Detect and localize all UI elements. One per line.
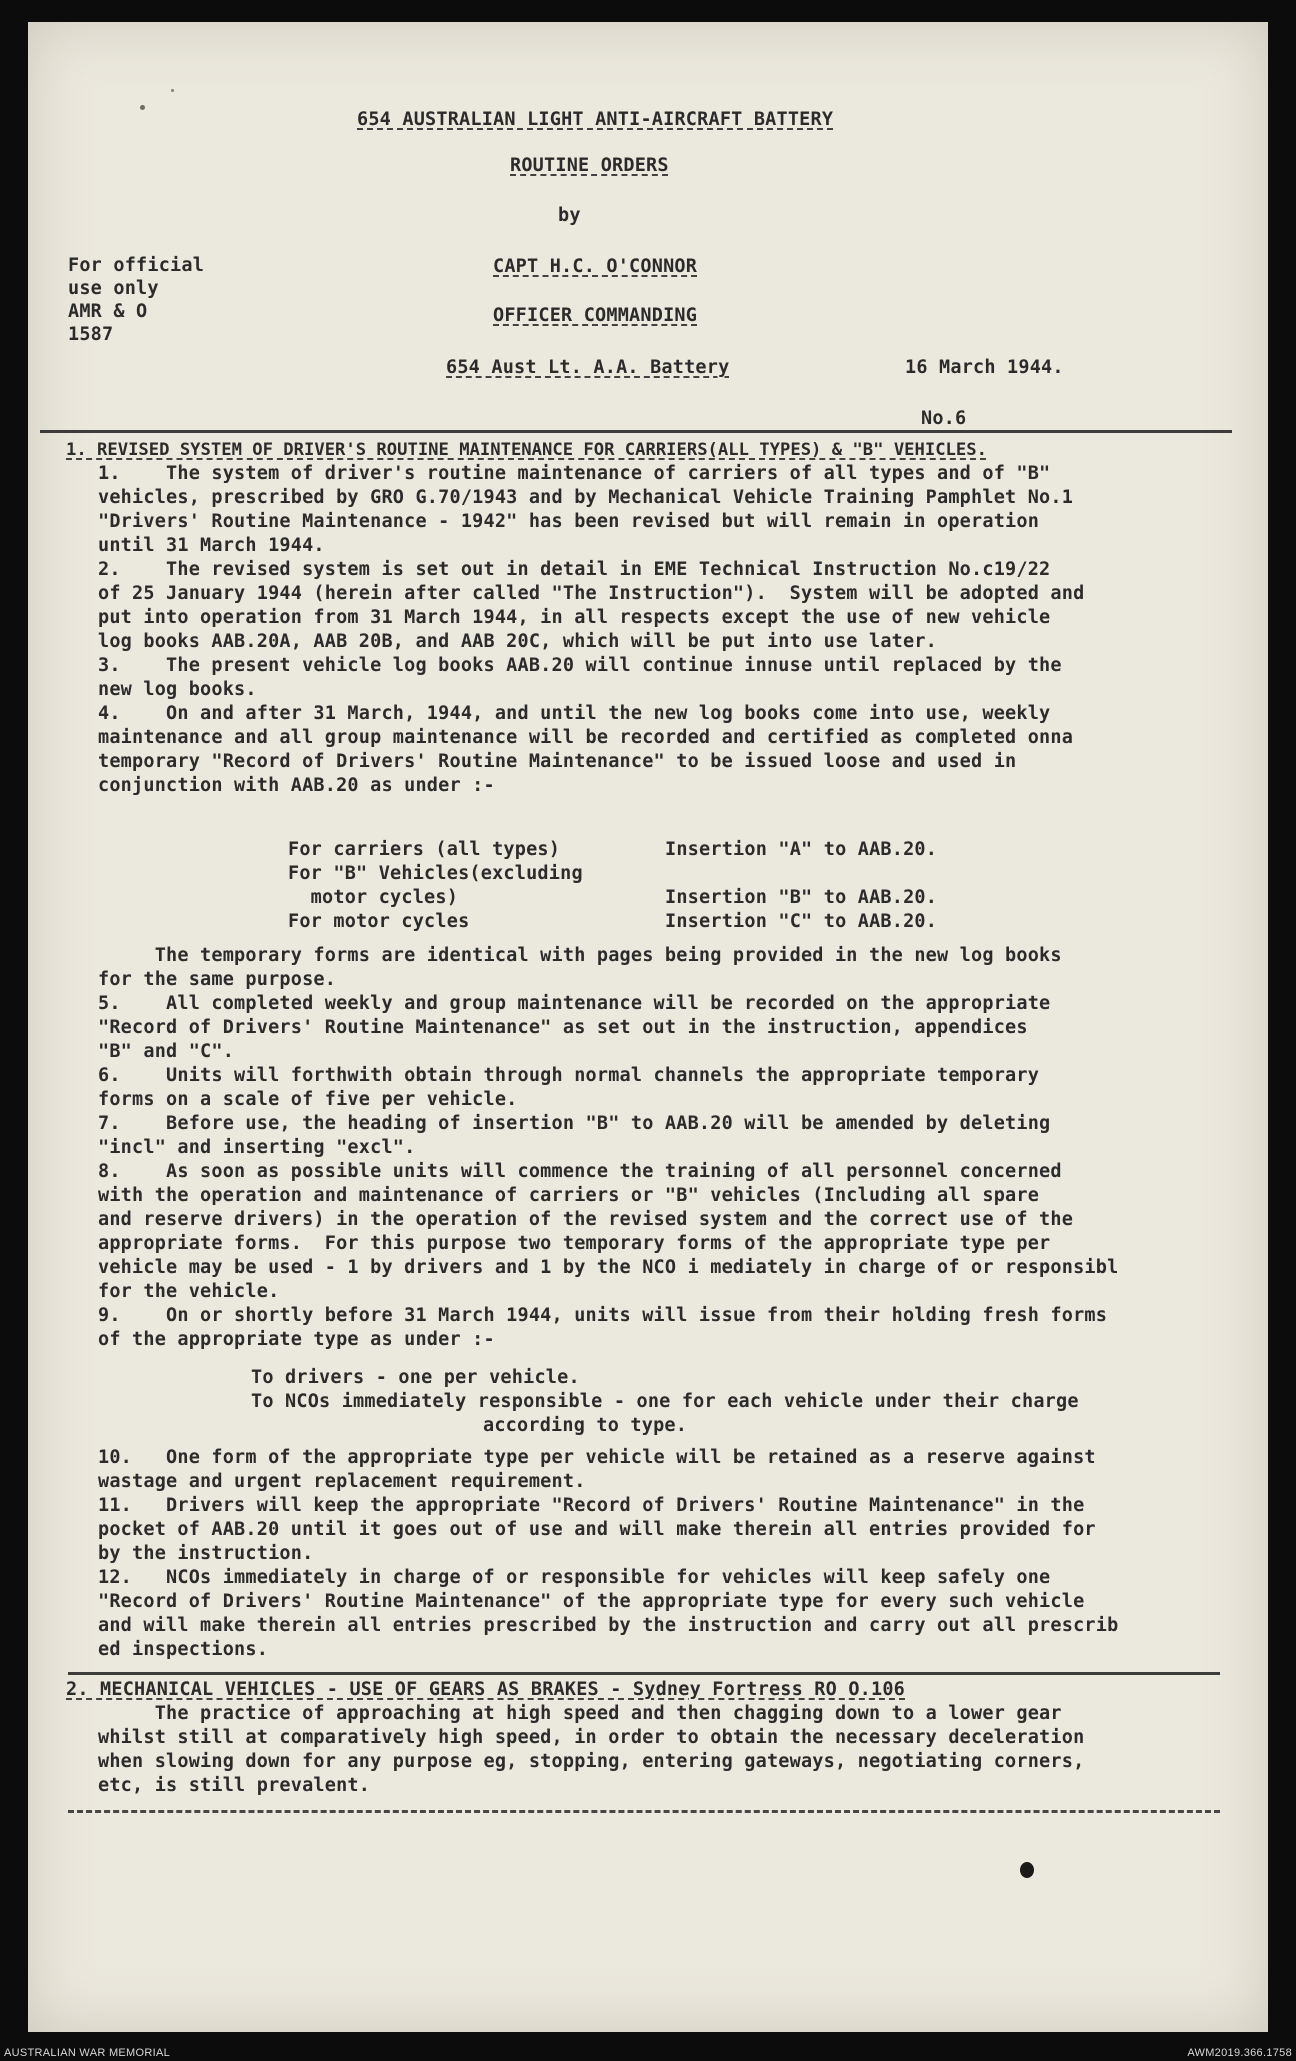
text-line: The practice of approaching at high speed and then chagging down to a lower gear — [98, 1703, 1062, 1724]
closing-rule — [68, 1810, 1220, 1813]
text-line: ed inspections. — [98, 1639, 269, 1660]
footer-right-id: AWM2019.366.1758 — [1187, 2047, 1292, 2059]
text-line: by the instruction. — [98, 1543, 314, 1564]
text-line: 1. The system of driver's routine maintenance of carriers of all types and of "B" — [98, 463, 1051, 484]
text-line: when slowing down for any purpose eg, stopping, entering gateways, negotiating corners, — [98, 1751, 1085, 1772]
text-line: 11. Drivers will keep the appropriate "Record of Drivers' Routine Maintenance" in the — [98, 1495, 1085, 1516]
text-line: and will make therein all entries prescribed by the instruction and carry out all prescrib — [98, 1615, 1119, 1636]
text-line: 2. The revised system is set out in detail in EME Technical Instruction No.c19/22 — [98, 559, 1051, 580]
text-line: with the operation and maintenance of carriers or "B" vehicles (Including all spare — [98, 1185, 1040, 1206]
text-line: "B" and "C". — [98, 1041, 235, 1062]
text-line: forms on a scale of five per vehicle. — [98, 1089, 518, 1110]
text-line: etc, is still prevalent. — [98, 1775, 371, 1796]
section-2-title: 2. MECHANICAL VEHICLES - USE OF GEARS AS BRAKES - Sydney Fortress RO O.106 — [66, 1679, 906, 1700]
header-rule — [40, 430, 1232, 433]
section-1-paragraphs-continued — [98, 944, 1118, 1352]
ink-spot — [1020, 1862, 1034, 1878]
text-line: 4. On and after 31 March, 1944, and until the new log books come into use, weekly — [98, 703, 1051, 724]
table-row-3-right: Insertion "B" to AAB.20. — [665, 887, 938, 908]
text-line: 7. Before use, the heading of insertion "B" to AAB.20 will be amended by deleting — [98, 1113, 1051, 1134]
table-row-3-left: motor cycles) — [288, 887, 459, 908]
text-line: conjunction with AAB.20 as under :- — [98, 775, 495, 796]
official-use-line-3: AMR & O — [68, 301, 148, 322]
text-line: wastage and urgent replacement requirement. — [98, 1471, 586, 1492]
text-line: 6. Units will forthwith obtain through normal channels the appropriate temporary — [98, 1065, 1040, 1086]
order-number: No.6 — [921, 408, 967, 429]
text-line: 10. One form of the appropriate type per vehicle will be retained as a reserve against — [98, 1447, 1096, 1468]
text-line: whilst still at comparatively high speed, in order to obtain the necessary deceleration — [98, 1727, 1085, 1748]
text-line: "Record of Drivers' Routine Maintenance" of the appropriate type for every such vehicle — [98, 1591, 1085, 1612]
text-line: of 25 January 1944 (herein after called "The Instruction"). System will be adopted and — [98, 583, 1085, 604]
text-line: temporary "Record of Drivers' Routine Maintenance" to be issued loose and used in — [98, 751, 1017, 772]
document-type-heading: ROUTINE ORDERS — [510, 155, 669, 176]
text-line: and reserve drivers) in the operation of the revised system and the correct use of the — [98, 1209, 1074, 1230]
text-line: of the appropriate type as under :- — [98, 1329, 495, 1350]
text-line: pocket of AAB.20 until it goes out of use and will make therein all entries provided for — [98, 1519, 1096, 1540]
text-line: log books AAB.20A, AAB 20B, and AAB 20C, which will be put into use later. — [98, 631, 938, 652]
by-line: by — [558, 205, 581, 226]
unit-title: 654 AUSTRALIAN LIGHT ANTI-AIRCRAFT BATTERY — [357, 109, 834, 130]
text-line: put into operation from 31 March 1944, in all respects except the use of new vehicle — [98, 607, 1051, 628]
text-line: until 31 March 1944. — [98, 535, 325, 556]
text-line: "Drivers' Routine Maintenance - 1942" has been revised but will remain in operation — [98, 511, 1040, 532]
text-line: maintenance and all group maintenance will be recorded and certified as completed onna — [98, 727, 1074, 748]
table-row-4-right: Insertion "C" to AAB.20. — [665, 911, 938, 932]
text-line: 3. The present vehicle log books AAB.20 will continue innuse until replaced by the — [98, 655, 1062, 676]
section-2-rule — [68, 1672, 1220, 1675]
issue-line-1: To drivers - one per vehicle. — [251, 1367, 580, 1388]
section-1-title: 1. REVISED SYSTEM OF DRIVER'S ROUTINE MAINTENANCE FOR CARRIERS(ALL TYPES) & "B" VEHICLES. — [66, 440, 987, 460]
table-row-1-right: Insertion "A" to AAB.20. — [665, 839, 938, 860]
official-use-line-2: use only — [68, 278, 159, 299]
official-use-line-1: For official — [68, 255, 205, 276]
official-use-line-4: 1587 — [68, 324, 114, 345]
text-line: vehicles, prescribed by GRO G.70/1943 and by Mechanical Vehicle Training Pamphlet No.1 — [98, 487, 1074, 508]
text-line: "incl" and inserting "excl". — [98, 1137, 416, 1158]
ink-speck-2 — [171, 89, 174, 92]
section-1-paragraphs-final — [98, 1446, 1118, 1662]
text-line: vehicle may be used - 1 by drivers and 1 by the NCO i mediately in charge of or responsibl — [98, 1257, 1119, 1278]
text-line: 9. On or shortly before 31 March 1944, units will issue from their holding fresh forms — [98, 1305, 1108, 1326]
text-line: for the same purpose. — [98, 969, 337, 990]
battery-name: 654 Aust Lt. A.A. Battery — [446, 357, 730, 378]
officer-name: CAPT H.C. O'CONNOR — [493, 256, 698, 277]
ink-speck — [140, 105, 145, 110]
document-page — [28, 22, 1268, 2032]
text-line: 8. As soon as possible units will commence the training of all personnel concerned — [98, 1161, 1062, 1182]
text-line: The temporary forms are identical with pages being provided in the new log books — [98, 945, 1062, 966]
text-line: 5. All completed weekly and group maintenance will be recorded on the appropriate — [98, 993, 1051, 1014]
table-row-2-left: For "B" Vehicles(excluding — [288, 863, 583, 884]
text-line: 12. NCOs immediately in charge of or responsible for vehicles will keep safely one — [98, 1567, 1051, 1588]
section-2-paragraphs — [98, 1702, 1084, 1798]
officer-role: OFFICER COMMANDING — [493, 305, 698, 326]
table-row-1-left: For carriers (all types) — [288, 839, 561, 860]
text-line: appropriate forms. For this purpose two temporary forms of the appropriate type per — [98, 1233, 1051, 1254]
footer-left-credit: AUSTRALIAN WAR MEMORIAL — [4, 2047, 171, 2059]
issue-line-2: To NCOs immediately responsible - one for each vehicle under their charge — [251, 1391, 1079, 1412]
table-row-4-left: For motor cycles — [288, 911, 470, 932]
issue-line-3: according to type. — [483, 1415, 688, 1436]
text-line: for the vehicle. — [98, 1281, 280, 1302]
section-1-paragraphs — [98, 462, 1084, 798]
text-line: "Record of Drivers' Routine Maintenance" as set out in the instruction, appendices — [98, 1017, 1028, 1038]
text-line: new log books. — [98, 679, 257, 700]
order-date: 16 March 1944. — [905, 357, 1064, 378]
